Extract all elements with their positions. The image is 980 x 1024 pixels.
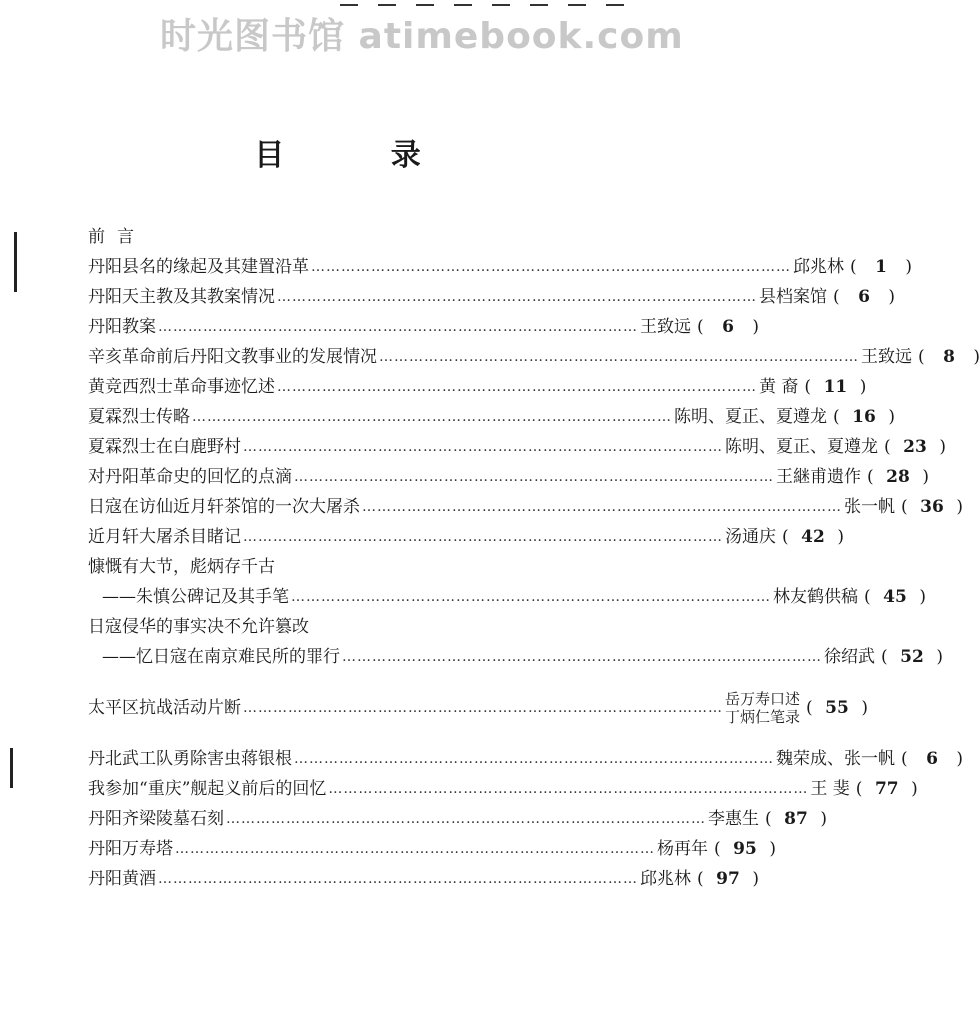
preface-label: 前言 [88,227,146,247]
leader-dots: …………………………………………………………………………………… [243,700,723,716]
entry-author: 岳万寿口述 丁炳仁笔录 [725,690,801,726]
toc-entry[interactable] [88,492,963,522]
entry-author: 陈明、夏正、夏遵龙 [674,407,827,427]
entry-list [88,252,980,552]
entry-author: 汤通庆 [725,527,776,547]
entry-page: ( 55 ) [806,698,868,718]
entry-title: 丹阳教案 [88,317,156,337]
leader-dots: …………………………………………………………………………………… [342,649,822,665]
section-heading: 日寇侵华的事实决不允许篡改 [88,617,309,637]
entry-title: 太平区抗战活动片断 [88,698,241,718]
entry-author: 王致远 [640,317,691,337]
entry-page: ( 8 ) [918,347,980,367]
entry-author: 邱兆林 [793,257,844,277]
entry-title: 夏霖烈士传略 [88,407,190,427]
toc-entry[interactable] [88,312,759,342]
entry-author: 黄 裔 [759,377,799,397]
entry-page: ( 97 ) [697,869,759,889]
toc-entry[interactable] [88,282,895,312]
entry-page: ( 28 ) [867,467,929,487]
entry-author: 王継甫遗作 [776,467,861,487]
entry-title: ——忆日寇在南京难民所的罪行 [102,647,340,667]
leader-dots: …………………………………………………………………………………… [243,529,723,545]
leader-dots: …………………………………………………………………………………… [226,811,706,827]
leader-dots: …………………………………………………………………………………… [311,259,791,275]
leader-dots: …………………………………………………………………………………… [362,499,842,515]
entry-page: ( 45 ) [864,587,926,607]
entry-author: 张一帆 [844,497,895,517]
toc-entry[interactable] [88,834,776,864]
toc-entry[interactable] [88,642,943,672]
entry-page: ( 6 ) [901,749,963,769]
entry-page: ( 6 ) [697,317,759,337]
leader-dots: …………………………………………………………………………………… [379,349,859,365]
section-heading: 慷慨有大节，彪炳存千古 [88,557,275,577]
entry-title: 近月轩大屠杀目睹记 [88,527,241,547]
toc-entry[interactable] [88,804,827,834]
entry-author: 邱兆林 [640,869,691,889]
entry-author: 县档案馆 [759,287,827,307]
entry-author: 李惠生 [708,809,759,829]
watermark: 时光图书馆 atimebook.com [160,16,684,57]
entry-title: 丹阳天主教及其教案情况 [88,287,275,307]
leader-dots: …………………………………………………………………………………… [294,469,774,485]
entry-title: 黄竞西烈士革命事迹忆述 [88,377,275,397]
entry-page: ( 87 ) [765,809,827,829]
entry-page: ( 1 ) [850,257,912,277]
page-title: 目 录 [254,138,469,173]
entry-title: 丹阳齐梁陵墓石刻 [88,809,224,829]
table-of-contents [88,222,980,894]
entry-title: 对丹阳革命史的回忆的点滴 [88,467,292,487]
entry-author: 王致远 [861,347,912,367]
entry-author: 魏荣成、张一帆 [776,749,895,769]
entry-page: ( 77 ) [855,779,918,799]
margin-mark [10,748,13,788]
toc-entry[interactable] [88,462,929,492]
entry-page: ( 23 ) [884,437,946,457]
leader-dots: …………………………………………………………………………………… [175,841,655,857]
leader-dots: …………………………………………………………………………………… [277,289,757,305]
leader-dots: …………………………………………………………………………………… [328,781,809,797]
entry-author: 杨再年 [657,839,708,859]
entry-page: ( 42 ) [782,527,844,547]
entry-title: ——朱慎公碑记及其手笔 [102,587,289,607]
entry-list [88,744,963,894]
leader-dots: …………………………………………………………………………………… [277,379,757,395]
entry-title: 辛亥革命前后丹阳文教事业的发展情况 [88,347,377,367]
toc-entry[interactable] [88,774,918,804]
toc-entry[interactable] [88,522,844,552]
top-dashes [340,0,660,12]
entry-title: 丹北武工队勇除害虫蒋银根 [88,749,292,769]
leader-dots: …………………………………………………………………………………… [294,751,774,767]
toc-entry[interactable] [88,402,895,432]
entry-title: 丹阳县名的缘起及其建置沿革 [88,257,309,277]
entry-title: 丹阳万寿塔 [88,839,173,859]
leader-dots: …………………………………………………………………………………… [243,439,723,455]
leader-dots: …………………………………………………………………………………… [192,409,672,425]
leader-dots: …………………………………………………………………………………… [291,589,771,605]
entry-title: 我参加“重庆”舰起义前后的回忆 [88,779,327,799]
entry-page: ( 36 ) [901,497,963,517]
entry-author: 林友鹤供稿 [773,587,858,607]
toc-entry[interactable] [88,372,867,402]
margin-mark [14,232,17,292]
entry-title: 夏霖烈士在白鹿野村 [88,437,241,457]
entry-author: 王 斐 [810,779,850,799]
toc-entry[interactable] [88,864,759,894]
entry-page: ( 52 ) [881,647,943,667]
toc-entry[interactable] [88,252,912,282]
entry-title: 丹阳黄酒 [88,869,156,889]
toc-entry[interactable] [88,342,980,372]
toc-entry[interactable] [88,744,963,774]
entry-page: ( 16 ) [833,407,895,427]
entry-page: ( 95 ) [714,839,776,859]
entry-page: ( 11 ) [804,377,867,397]
toc-entry[interactable] [88,582,926,612]
entry-author: 陈明、夏正、夏遵龙 [725,437,878,457]
leader-dots: …………………………………………………………………………………… [158,319,638,335]
entry-author: 徐绍武 [824,647,875,667]
leader-dots: …………………………………………………………………………………… [158,871,638,887]
entry-title: 日寇在访仙近月轩茶馆的一次大屠杀 [88,497,360,517]
toc-entry[interactable] [88,432,946,462]
toc-entry[interactable] [88,682,868,734]
entry-page: ( 6 ) [833,287,895,307]
